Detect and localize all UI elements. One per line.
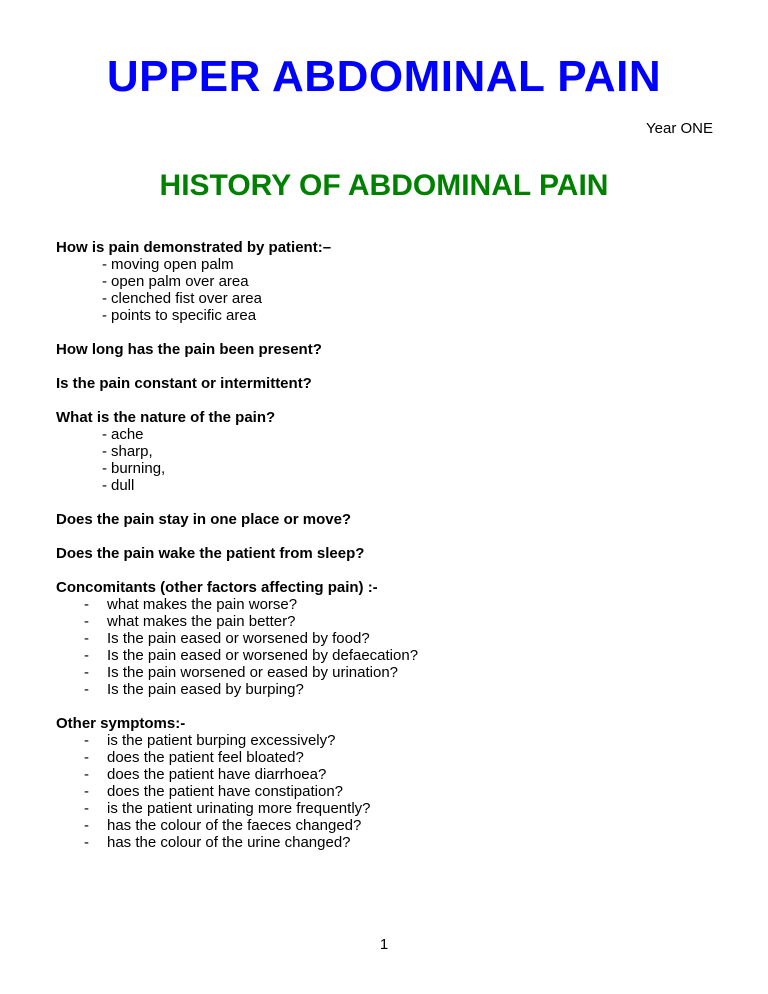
question-section (56, 239, 728, 324)
list-item (84, 783, 728, 800)
list-item (84, 834, 728, 851)
list-item-text: has the colour of the faeces changed? (107, 817, 362, 834)
list-item-text: clenched fist over area (111, 290, 262, 307)
list-item (84, 613, 728, 630)
question-heading: Concomitants (other factors affecting pain) :- (56, 579, 378, 596)
question-section (56, 579, 728, 698)
question-heading: What is the nature of the pain? (56, 409, 276, 426)
list-item-text: Is the pain worsened or eased by urination? (107, 664, 399, 681)
answer-list (56, 596, 728, 698)
dash-bullet: - (102, 477, 107, 494)
dash-bullet: - (102, 273, 107, 290)
list-item-text: does the patient feel bloated? (107, 749, 304, 766)
dash-bullet: - (102, 307, 107, 324)
dash-bullet: - (102, 426, 107, 443)
list-item-text: has the colour of the urine changed? (107, 834, 351, 851)
dash-bullet: - (84, 681, 89, 698)
list-item (102, 443, 728, 460)
list-item-text: dull (111, 477, 135, 494)
section-title: HISTORY OF ABDOMINAL PAIN (159, 169, 609, 202)
question-section (56, 545, 728, 562)
question-section (56, 409, 728, 494)
list-item (102, 307, 728, 324)
dash-bullet: - (84, 800, 89, 817)
list-item (102, 273, 728, 290)
list-item (84, 681, 728, 698)
list-item-text: does the patient have constipation? (107, 783, 344, 800)
list-item-text: Is the pain eased or worsened by food? (107, 630, 370, 647)
dash-bullet: - (84, 647, 89, 664)
dash-bullet: - (84, 783, 89, 800)
list-item (84, 749, 728, 766)
question-section (56, 511, 728, 528)
list-item-text: Is the pain eased by burping? (107, 681, 304, 698)
list-item (102, 290, 728, 307)
list-item (84, 647, 728, 664)
question-section (56, 715, 728, 851)
dash-bullet: - (84, 664, 89, 681)
dash-bullet: - (84, 596, 89, 613)
list-item (102, 256, 728, 273)
question-heading: Does the pain wake the patient from sleep? (56, 545, 365, 562)
question-section (56, 341, 728, 358)
list-item (84, 732, 728, 749)
list-item-text: open palm over area (111, 273, 249, 290)
question-heading: Other symptoms:- (56, 715, 186, 732)
list-item-text: does the patient have diarrhoea? (107, 766, 327, 783)
list-item-text: points to specific area (111, 307, 257, 324)
answer-list (56, 256, 728, 324)
list-item (102, 426, 728, 443)
dash-bullet: - (102, 443, 107, 460)
year-label: Year ONE (646, 120, 713, 137)
dash-bullet: - (84, 749, 89, 766)
dash-bullet: - (102, 290, 107, 307)
dash-bullet: - (84, 630, 89, 647)
list-item-text: what makes the pain worse? (107, 596, 298, 613)
list-item-text: moving open palm (111, 256, 234, 273)
answer-list (56, 732, 728, 851)
question-heading: Is the pain constant or intermittent? (56, 375, 312, 392)
dash-bullet: - (84, 817, 89, 834)
list-item-text: sharp, (111, 443, 153, 460)
list-item-text: burning, (111, 460, 166, 477)
question-heading: How is pain demonstrated by patient:– (56, 239, 332, 256)
dash-bullet: - (84, 834, 89, 851)
dash-bullet: - (102, 460, 107, 477)
question-heading: Does the pain stay in one place or move? (56, 511, 352, 528)
dash-bullet: - (84, 732, 89, 749)
document-body (0, 239, 768, 851)
question-section (56, 375, 728, 392)
list-item (84, 766, 728, 783)
answer-list (56, 426, 728, 494)
dash-bullet: - (102, 256, 107, 273)
list-item-text: is the patient burping excessively? (107, 732, 336, 749)
page-number: 1 (379, 936, 389, 953)
list-item-text: Is the pain eased or worsened by defaecation? (107, 647, 419, 664)
list-item-text: is the patient urinating more frequently? (107, 800, 371, 817)
question-heading: How long has the pain been present? (56, 341, 322, 358)
list-item (84, 817, 728, 834)
list-item (84, 596, 728, 613)
dash-bullet: - (84, 613, 89, 630)
list-item-text: ache (111, 426, 144, 443)
list-item (84, 630, 728, 647)
dash-bullet: - (84, 766, 89, 783)
list-item-text: what makes the pain better? (107, 613, 296, 630)
list-item (84, 800, 728, 817)
list-item (102, 460, 728, 477)
list-item (102, 477, 728, 494)
document-title: UPPER ABDOMINAL PAIN (106, 52, 662, 101)
list-item (84, 664, 728, 681)
